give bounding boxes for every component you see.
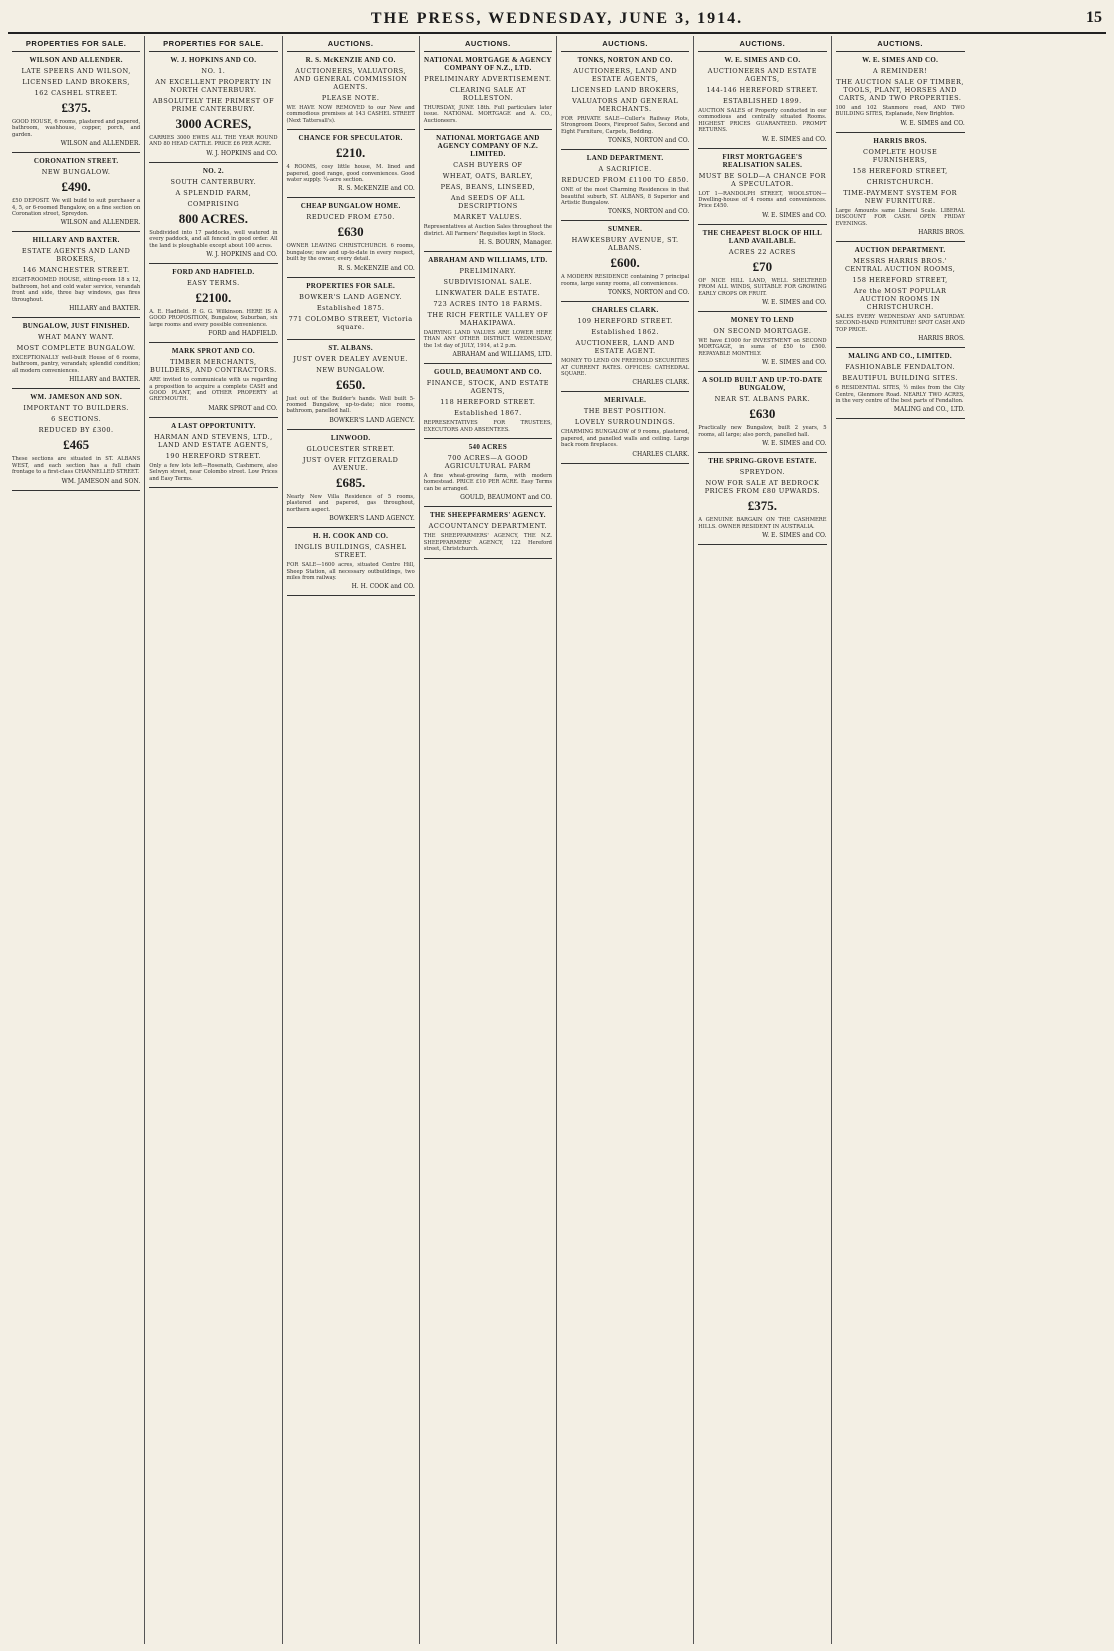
advertisement [149, 264, 277, 343]
advert-signature: TONKS, NORTON and CO. [607, 208, 690, 216]
advert-headline: TIMBER MERCHANTS, BUILDERS, AND CONTRACTORS. [150, 358, 277, 375]
advertiser-name: WM. JAMESON AND SON. [30, 393, 122, 402]
advert-headline: LINKWATER DALE ESTATE. [435, 289, 541, 298]
advertiser-name: MARK SPROT AND CO. [171, 347, 255, 356]
advertiser-name: LAND DEPARTMENT. [586, 154, 664, 163]
advert-headline: SOUTH CANTERBURY. [170, 177, 257, 186]
advert-headline: FASHIONABLE FENDALTON. [845, 363, 955, 372]
advert-headline: PEAS, BEANS, LINSEED, [440, 183, 536, 192]
advert-price: £490. [61, 179, 91, 195]
advert-headline: 700 ACRES—A GOOD AGRICULTURAL FARM [444, 454, 531, 471]
advert-headline: HARMAN AND STEVENS, LTD., LAND AND ESTATE AGENTS, [153, 432, 273, 449]
advert-body: These sections are situated in ST. ALBANS WEST, and each section has a full chain frontage to a first-class CHANNELLED STREET. [12, 456, 141, 476]
advert-signature: BOWKER'S LAND AGENCY. [329, 515, 415, 523]
advert-body: 6 RESIDENTIAL SITES, ½ miles from the City Centre, Glenmore Road. NEARLY TWO ACRES, in the very centre of the best parts of Fendalton. [835, 385, 965, 405]
advert-body: £50 DEPOSIT. We will build to suit purchaser a 4, 5, or 6-roomed Bungalow, on a fine section on Coronation street, Spreydon. [12, 198, 141, 218]
advertiser-name: CHARLES CLARK. [591, 306, 659, 315]
advert-headline: ESTABLISHED 1899. [722, 97, 802, 105]
advert-body: FOR PRIVATE SALE—Culler's Railway Plots, Strongroom Doors, Fireproof Safes, Second and Eight Furniture, Carpets, Bedding. [561, 116, 690, 135]
advertisement [149, 418, 277, 488]
advert-signature: WILSON and ALLENDER. [60, 140, 141, 148]
advert-signature: MALING and CO., LTD. [893, 406, 965, 414]
column [420, 36, 557, 1644]
advert-price: £630 [749, 406, 776, 422]
advert-headline: LOVELY SURROUNDINGS. [574, 418, 676, 427]
advert-headline: 118 HEREFORD STREET. [440, 398, 536, 407]
advert-body: WE have £1000 for INVESTMENT on SECOND MORTGAGE, in sums of £50 to £500. REPAYABLE MONTHLY. [698, 338, 827, 357]
advert-signature: MARK SPROT and CO. [208, 404, 278, 412]
advertisement [698, 52, 826, 149]
advertiser-name: NATIONAL MORTGAGE & AGENCY COMPANY OF N.Z., LTD. [423, 56, 552, 72]
advert-body: WE HAVE NOW REMOVED to our New and commodious premises at 143 CASHEL STREET (Next Tattersall's). [286, 105, 415, 124]
advert-headline: REDUCED BY £300. [38, 426, 114, 435]
advert-body: Practically new Bungalow, built 2 years, 5 rooms, all large; also porch, panelled hall. [698, 425, 827, 438]
advert-headline: NEAR ST. ALBANS PARK. [714, 395, 811, 404]
column-heading: AUCTIONS. [424, 36, 552, 52]
advert-headline: Established 1875. [316, 303, 385, 312]
advertiser-name: GOULD, BEAUMONT AND CO. [434, 368, 542, 377]
advertiser-name: TONKS, NORTON AND CO. [577, 56, 673, 64]
column-heading: AUCTIONS. [287, 36, 415, 52]
advert-price: £650. [336, 376, 366, 392]
advert-body: Subdivided into 17 paddocks, well watered in every paddock, and all fenced in good order. All the land is ploughable except about 100 acres. [149, 229, 278, 249]
advertiser-name: MERIVALE. [604, 396, 647, 405]
advert-signature: HARRIS BROS. [918, 229, 965, 237]
column-heading: PROPERTIES FOR SALE. [12, 36, 140, 52]
column-heading: AUCTIONS. [698, 36, 826, 52]
advert-body: CARRIES 3000 EWES ALL THE YEAR ROUND AND 80 HEAD CATTLE. PRICE £6 PER ACRE. [149, 135, 278, 148]
advertisement [287, 130, 415, 198]
advert-signature: W. E. SIMES and CO. [762, 299, 827, 307]
advertiser-name: BUNGALOW, JUST FINISHED. [22, 322, 130, 331]
advert-body: LOT 1—RANDOLPH STREET, WOOLSTON—Dwelling-house of 4 rooms and conveniences. Price £450. [698, 190, 827, 210]
advertiser-name: CHEAP BUNGALOW HOME. [300, 202, 401, 211]
advertiser-name: THE SHEEPFARMERS' AGENCY. [429, 511, 546, 520]
advert-body: THE SHEEPFARMERS' AGENCY, THE N.Z. SHEEPFARMERS' AGENCY, 122 Hereford street, Christchurch. [423, 533, 552, 553]
advert-signature: W. E. SIMES and CO. [762, 440, 827, 448]
advert-body: 100 and 102 Stanmore road, AND TWO BUILDING SITES, Esplanade, New Brighton. [835, 105, 965, 118]
advertisement [424, 439, 552, 507]
advertiser-name: PROPERTIES FOR SALE. [306, 281, 396, 290]
advert-signature: TONKS, NORTON and CO. [607, 137, 690, 145]
advertiser-name: THE CHEAPEST BLOCK OF HILL LAND AVAILABLE. [702, 228, 823, 245]
advert-signature: W. J. HOPKINS and CO. [206, 149, 278, 157]
advertiser-name: HILLARY AND BAXTER. [32, 236, 120, 245]
advert-price: £630 [337, 224, 364, 240]
advert-headline: GLOUCESTER STREET. [306, 444, 395, 453]
advert-price: £685. [336, 474, 366, 490]
advert-signature: HILLARY and BAXTER. [69, 305, 141, 313]
advert-price: £2100. [195, 290, 232, 306]
advert-headline: 190 HEREFORD STREET. [165, 451, 261, 460]
advertiser-name: SUMNER. [608, 225, 643, 234]
advert-headline: ESTATE AGENTS AND LAND BROKERS, [21, 247, 131, 264]
advert-headline: MESSRS HARRIS BROS.' CENTRAL AUCTION ROOMS, [844, 257, 956, 274]
advertisement [698, 225, 826, 312]
advertiser-name: A SOLID BUILT AND UP-TO-DATE BUNGALOW, [702, 376, 823, 393]
advertisement [424, 252, 552, 364]
advertisement [12, 52, 140, 153]
advert-body: Large Amounts same Liberal Scale. LIBERAL DISCOUNT FOR CASH. OPEN FRIDAY EVENINGS. [835, 207, 965, 227]
column [694, 36, 831, 1644]
advertisement [12, 389, 140, 490]
advert-headline: A SPLENDID FARM, [175, 188, 252, 197]
advert-headline: REDUCED FROM £1100 TO £850. [561, 176, 689, 185]
advertisement [424, 130, 552, 252]
advert-headline: ACRES 22 ACRES [728, 247, 796, 256]
advert-headline: PRELIMINARY ADVERTISEMENT. [424, 75, 552, 83]
advertisement [561, 150, 689, 221]
advert-body: ONE of the most Charming Residences in that beautiful suburb, ST. ALBANS, 8 Superior and Artistic Bungalow. [561, 187, 690, 207]
advert-headline: Established 1862. [591, 328, 659, 337]
advert-headline: NEW BUNGALOW. [316, 365, 385, 374]
advert-headline: WHEAT, OATS, BARLEY, [442, 172, 533, 181]
advertiser-name: THE SPRING-GROVE ESTATE. [708, 457, 817, 466]
advert-headline: A REMINDER! [872, 67, 928, 75]
advert-body: MONEY TO LEND ON FREEHOLD SECURITIES AT CURRENT RATES. OFFICES: CATHEDRAL SQUARE. [561, 358, 690, 378]
advertisement [561, 52, 689, 150]
advert-headline: 146 MANCHESTER STREET. [22, 266, 130, 275]
advertisement [836, 348, 965, 419]
advert-signature: R. S. McKENZIE and CO. [338, 264, 415, 272]
advert-body: Representatives at Auction Sales throughout the district. All Farmers' Requisites kept in Stock. [423, 224, 552, 237]
advert-headline: ACCOUNTANCY DEPARTMENT. [428, 522, 548, 531]
advert-headline: NOW FOR SALE AT BEDROCK PRICES FROM £80 UPWARDS. [704, 479, 821, 496]
advertisement [424, 507, 552, 558]
advert-headline: COMPRISING [187, 199, 240, 208]
advert-headline: And SEEDS OF ALL DESCRIPTIONS [450, 194, 525, 211]
advertisement [561, 392, 689, 463]
advert-body: 4 ROOMS, cosy little house, M. lined and papered, good range, good conveniences. Good water supply. ¼-acre section. [286, 164, 415, 184]
advertisement [698, 453, 826, 545]
advert-body: OF NICE HILL LAND, WELL SHELTERED FROM ALL WINDS, SUITABLE FOR GROWING EARLY CROPS OR FRUIT. [698, 277, 827, 297]
advertisement [12, 318, 140, 389]
advert-signature: CHARLES CLARK. [632, 379, 690, 387]
advertisement [698, 372, 826, 453]
column [557, 36, 694, 1644]
advert-signature: W. J. HOPKINS and CO. [206, 251, 278, 259]
advert-headline: JUST OVER DEALEY AVENUE. [293, 354, 408, 363]
advert-headline: 144-146 HEREFORD STREET. [706, 86, 819, 94]
masthead [8, 10, 1106, 34]
advert-headline: INGLIS BUILDINGS, CASHEL STREET. [294, 543, 407, 560]
advert-body: Just out of the Builder's hands. Well built 5-roomed Bungalow, up-to-date; nice rooms, bathroom, panelled hall. [286, 395, 415, 415]
advert-body: REPRESENTATIVES FOR TRUSTEES, EXECUTORS AND ABSENTEES. [423, 420, 552, 433]
advertiser-name: FORD AND HADFIELD. [172, 268, 255, 277]
advert-price: £375. [747, 498, 777, 514]
advert-headline: AN EXCELLENT PROPERTY IN NORTH CANTERBURY. [155, 78, 272, 94]
advert-body: AUCTION SALES of Property conducted in our commodious and centrally situated Rooms. HIGHEST PRICES GUARANTEED. PROMPT RETURNS. [698, 108, 827, 134]
advert-headline: AUCTIONEERS, LAND AND ESTATE AGENTS, [573, 67, 678, 83]
advert-body: THURSDAY, JUNE 18th. Full particulars later issue. NATIONAL MORTGAGE and A. CO., Auctioneers. [423, 105, 552, 124]
advert-body: EXCEPTIONALLY well-built House of 6 rooms, bathroom, pantry, verandah; splendid condition; all modern conveniences. [12, 355, 141, 374]
advert-headline: SPREYDON. [739, 468, 785, 477]
advert-headline: LATE SPEERS AND WILSON, [21, 67, 131, 75]
advert-signature: HILLARY and BAXTER. [69, 376, 141, 384]
advertiser-name: CHANCE FOR SPECULATOR. [298, 134, 403, 143]
masthead-title: THE PRESS, WEDNESDAY, JUNE 3, 1914. [370, 10, 744, 27]
advert-body: DAIRYING LAND VALUES ARE LOWER HERE THAN ANY OTHER DISTRICT. WEDNESDAY, the 1st day of JULY, 1914, at 2 p.m. [423, 330, 552, 349]
advert-headline: THE RICH FERTILE VALLEY OF MAHAKIPAWA. [427, 311, 549, 328]
advertiser-name: W. J. HOPKINS AND CO. [170, 56, 257, 64]
advert-headline: EASY TERMS. [187, 279, 240, 288]
advert-headline: CHRISTCHURCH. [866, 177, 934, 186]
advert-headline: AUCTIONEERS, VALUATORS, AND GENERAL COMMISSION AGENTS. [293, 67, 408, 91]
advertisement [561, 221, 689, 302]
advert-body: SALES EVERY WEDNESDAY AND SATURDAY. SECOND-HAND FURNITURE! SPOT CASH AND TOP PRICE. [835, 314, 965, 333]
advert-headline: AUCTIONEERS AND ESTATE AGENTS, [707, 67, 817, 83]
column-heading: PROPERTIES FOR SALE. [149, 36, 277, 52]
advertiser-name: R. S. McKENZIE AND CO. [305, 56, 396, 64]
advert-price: £600. [610, 255, 640, 271]
advert-signature: HARRIS BROS. [918, 335, 965, 343]
advert-headline: LICENSED LAND BROKERS, [571, 86, 679, 94]
advert-signature: H. S. BOURN, Manager. [478, 239, 552, 247]
advert-headline: 162 CASHEL STREET. [34, 89, 118, 97]
column [8, 36, 145, 1644]
advert-signature: W. E. SIMES and CO. [762, 211, 827, 219]
advert-headline: MUST BE SOLD—A CHANCE FOR A SPECULATOR. [698, 171, 826, 188]
advertiser-name: A LAST OPPORTUNITY. [171, 421, 256, 430]
advert-headline: CASH BUYERS OF [453, 161, 523, 170]
advertiser-name: W. E. SIMES AND CO. [724, 56, 801, 64]
advert-body: FOR SALE—1600 acres, situated Centre Hill, Sheep Station, all necessary outbuildings, two miles from railway. [286, 562, 415, 581]
advert-headline: NEW BUNGALOW. [41, 168, 111, 177]
advert-signature: R. S. McKENZIE and CO. [338, 185, 415, 193]
column-heading: AUCTIONS. [561, 36, 689, 52]
advert-body: Nearly New Villa Residence of 5 rooms, plastered and papered, gas throughout, northern aspect. [286, 493, 415, 513]
advertisement [149, 52, 277, 163]
advertisement [12, 232, 140, 318]
advert-body: CHARMING BUNGALOW of 9 rooms, plastered, papered, and panelled walls and ceiling. Large back room fireplaces. [561, 429, 690, 449]
advert-price: £210. [336, 145, 366, 161]
advert-body: A. E. Hadfield. P. G. G. Wilkinson. HERE IS A GOOD PROPOSITION, Bungalow, Suburban, six large rooms and every possible convenience. [149, 309, 278, 328]
advert-headline: 6 SECTIONS. [51, 415, 102, 424]
advert-headline: COMPLETE HOUSE FURNISHERS, [863, 147, 938, 164]
advert-price: £375. [61, 100, 91, 115]
advert-headline: FINANCE, STOCK, AND ESTATE AGENTS, [426, 379, 550, 396]
advertisement [287, 278, 415, 340]
advert-signature: H. H. COOK and CO. [351, 583, 415, 591]
columns [8, 36, 1106, 1644]
advert-headline: MOST COMPLETE BUNGALOW. [16, 344, 136, 353]
column [283, 36, 420, 1644]
advertiser-name: AUCTION DEPARTMENT. [854, 246, 946, 255]
advert-headline: BEAUTIFUL BUILDING SITES. [842, 374, 958, 383]
advert-body: ARE invited to communicate with us regarding a proposition to acquire a complete CASH and GOOD PLANT, and OTHER PROPERTY at GREYMOUTH. [149, 377, 278, 403]
advert-headline: 723 ACRES INTO 18 FARMS. [433, 300, 543, 309]
advert-headline: PRELIMINARY. [459, 267, 517, 276]
column [145, 36, 282, 1644]
advert-headline: MARKET VALUES. [453, 213, 523, 222]
advertiser-name: MALING AND CO., LIMITED. [848, 352, 952, 361]
advertiser-name: WILSON AND ALLENDER. [29, 56, 123, 64]
advert-headline: ABSOLUTELY THE PRIMEST OF PRIME CANTERBURY. [152, 97, 275, 113]
advertiser-name: MONEY TO LEND [730, 316, 795, 325]
advertiser-name: NO. 2. [202, 166, 224, 175]
advertisement [287, 198, 415, 277]
advert-headline: VALUATORS AND GENERAL MERCHANTS. [572, 97, 679, 113]
column [832, 36, 969, 1644]
advert-price: £70 [752, 258, 773, 274]
advertisement [424, 364, 552, 439]
advertiser-name: 540 ACRES [468, 443, 508, 452]
advert-headline: JUST OVER FITZGERALD AVENUE. [302, 455, 399, 472]
advertiser-name: W. E. SIMES AND CO. [862, 56, 939, 64]
advert-body: A GENUINE BARGAIN ON THE CASHMERE HILLS. OWNER RESIDENT IN AUSTRALIA. [698, 517, 827, 530]
advert-signature: WM. JAMESON and SON. [61, 477, 141, 485]
advert-headline: WHAT MANY WANT. [38, 333, 115, 342]
advert-price: £465 [63, 437, 90, 453]
advert-headline: PLEASE NOTE. [321, 94, 380, 102]
advertisement [287, 52, 415, 130]
advert-signature: BOWKER'S LAND AGENCY. [329, 416, 415, 424]
advert-signature: W. E. SIMES and CO. [762, 531, 827, 539]
advert-signature: WILSON and ALLENDER. [60, 219, 141, 227]
advertisement [836, 52, 965, 133]
advertisement [287, 528, 415, 596]
advert-headline: NO. 1. [201, 67, 226, 75]
advertisement [836, 133, 965, 242]
page-number: 15 [1086, 9, 1102, 26]
advertiser-name: FIRST MORTGAGEE'S REALISATION SALES. [722, 152, 803, 169]
advertiser-name: HARRIS BROS. [873, 136, 927, 145]
advert-headline: 109 HEREFORD STREET. [577, 317, 673, 326]
advertisement [287, 430, 415, 528]
advert-headline: REDUCED FROM £750. [306, 213, 395, 222]
advert-headline: 158 HEREFORD STREET, [852, 166, 948, 175]
advert-headline: TIME-PAYMENT SYSTEM FOR NEW FURNITURE. [843, 188, 958, 205]
advert-body: A fine wheat-growing farm, with modern homestead. PRICE £10 PER ACRE. Easy Terms can be arranged. [423, 473, 552, 492]
advertisement [698, 312, 826, 372]
column-heading: AUCTIONS. [836, 36, 965, 52]
advertisement [698, 149, 826, 225]
advert-headline: SUBDIVISIONAL SALE. [443, 278, 533, 287]
advertisement [149, 343, 277, 418]
advertisement [424, 52, 552, 130]
advert-headline: THE AUCTION SALE OF TIMBER, TOOLS, PLANT, HORSES AND CARTS, AND TWO PROPERTIES. [836, 78, 964, 102]
advert-signature: FORD and HADFIELD. [208, 330, 278, 338]
advert-headline: THE BEST POSITION. [583, 407, 667, 416]
advertiser-name: ABRAHAM AND WILLIAMS, LTD. [428, 256, 548, 265]
advert-headline: ON SECOND MORTGAGE. [713, 327, 812, 336]
advertisement [149, 163, 277, 264]
advert-headline: Are the MOST POPULAR AUCTION ROOMS IN CHRISTCHURCH. [853, 287, 947, 312]
advertiser-name: ST. ALBANS. [328, 343, 373, 352]
advertisement [836, 242, 965, 348]
advert-headline: Established 1867. [454, 409, 522, 418]
advert-signature: TONKS, NORTON and CO. [607, 289, 690, 297]
advertisement [561, 302, 689, 392]
advert-body: A MODERN RESIDENCE containing 7 principal rooms, large sunny rooms, all conveniences. [561, 274, 690, 287]
advertisement [287, 340, 415, 430]
advertiser-name: NATIONAL MORTGAGE AND AGENCY COMPANY OF N.Z. LIMITED. [436, 134, 540, 159]
advert-headline: AUCTIONEER, LAND AND ESTATE AGENT. [575, 339, 675, 356]
advert-signature: ABRAHAM and WILLIAMS, LTD. [452, 351, 552, 359]
advert-body: OWNER LEAVING CHRISTCHURCH. 6 rooms, bungalow; new and up-to-date in every respect, built by the owner, every detail. [286, 243, 415, 263]
advert-headline: 158 HEREFORD STREET, [852, 276, 948, 285]
advertiser-name: LINWOOD. [330, 433, 371, 442]
advert-price: 3000 ACRES, [175, 116, 252, 131]
advert-headline: LICENSED LAND BROKERS, [22, 78, 130, 86]
advert-headline: IMPORTANT TO BUILDERS. [23, 404, 129, 413]
advert-headline: BOWKER'S LAND AGENCY. [299, 292, 403, 301]
advert-signature: GOULD, BEAUMONT and CO. [460, 494, 552, 502]
advert-body: Only a few lots left—Rosenath, Cashmere, also Selwyn street, near Colombo street. Low Prices and Easy Terms. [149, 462, 278, 482]
advert-signature: CHARLES CLARK. [632, 450, 690, 458]
advert-signature: W. E. SIMES and CO. [762, 135, 827, 143]
advert-headline: CLEARING SALE AT ROLLESTON. [449, 86, 526, 102]
advert-headline: 771 COLOMBO STREET, Victoria square. [288, 314, 413, 331]
advert-body: EIGHT-ROOMED HOUSE, sitting-room 18 x 12, bathroom, hot and cold water service, verandah front and side, three bay windows, gas fires throughout. [12, 277, 141, 303]
advert-price: 800 ACRES. [178, 210, 249, 226]
advertisement [12, 153, 140, 232]
advert-headline: HAWKESBURY AVENUE, ST. ALBANS. [571, 236, 679, 253]
advertiser-name: H. H. COOK AND CO. [313, 532, 389, 541]
advert-signature: W. E. SIMES and CO. [900, 119, 965, 127]
advert-headline: A SACRIFICE. [598, 165, 652, 174]
advert-body: GOOD HOUSE, 6 rooms, plastered and papered, bathroom, washhouse, copper, porch, and garden. [12, 119, 141, 138]
advert-signature: W. E. SIMES and CO. [762, 359, 827, 367]
advertiser-name: CORONATION STREET. [33, 157, 119, 166]
